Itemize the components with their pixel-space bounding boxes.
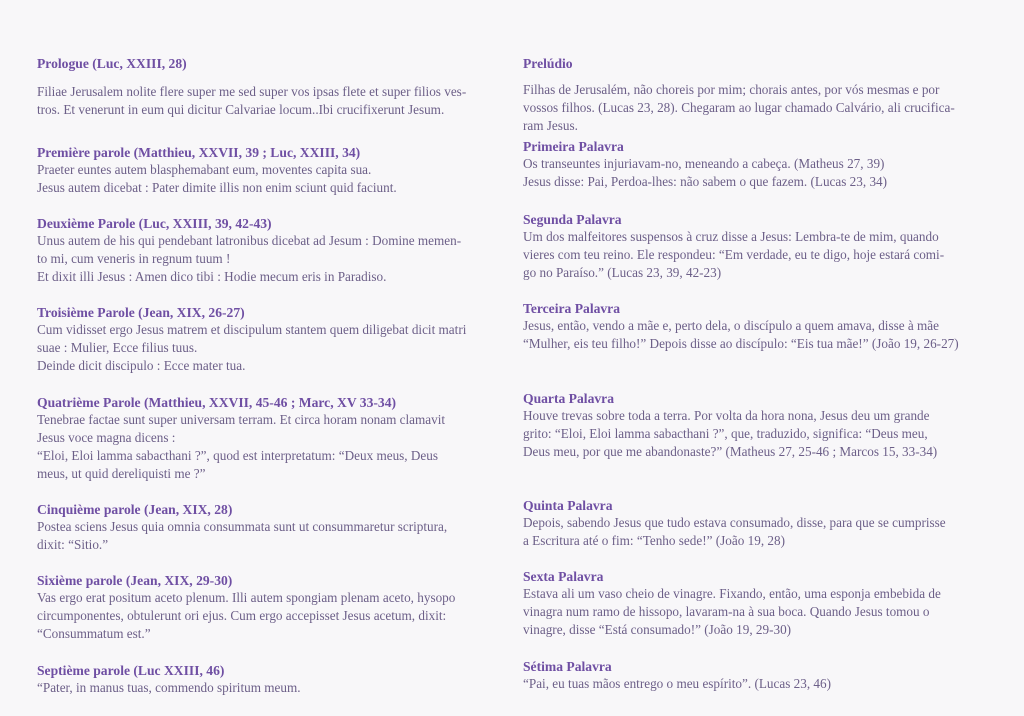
section-text: Praeter euntes autem blasphemabant eum, moventes capita sua. Jesus autem dicebat : Pater dimite illis non enim sciunt quid faciunt.	[37, 162, 397, 195]
second-word-section	[523, 211, 993, 282]
section-heading: Sixième parole (Jean, XIX, 29-30)	[37, 573, 233, 588]
section-text: Filiae Jerusalem nolite flere super me sed super vos ipsas flete et super filios ves- tros. Et venerunt in eum qui dicitur Calvariae locum..Ibi crucifixerunt Jesum.	[37, 84, 467, 117]
section-heading: Quarta Palavra	[523, 391, 614, 406]
prologue-section	[37, 55, 507, 119]
sixth-word-section	[523, 568, 993, 639]
section-text: Cum vidisset ergo Jesus matrem et discipulum stantem quem diligebat dicit matri suae : Mulier, Ecce filius tuus. Deinde dicit discipulo : Ecce mater tua.	[37, 322, 467, 373]
section-heading: Cinquième parole (Jean, XIX, 28)	[37, 502, 233, 517]
section-text: “Pai, eu tuas mãos entrego o meu espírito”. (Lucas 23, 46)	[523, 676, 831, 691]
first-word-section	[37, 144, 507, 197]
section-text: “Pater, in manus tuas, commendo spiritum meum.	[37, 680, 301, 695]
section-heading: Prelúdio	[523, 56, 573, 71]
section-text: Unus autem de his qui pendebant latronibus dicebat ad Jesum : Domine memen- to mi, cum veneris in regnum tuum ! Et dixit illi Jesus : Amen dico tibi : Hodie mecum eris in Paradiso.	[37, 233, 462, 284]
section-heading: Deuxième Parole (Luc, XXIII, 39, 42-43)	[37, 216, 272, 231]
section-text: Houve trevas sobre toda a terra. Por volta da hora nona, Jesus deu um grande grito: “Eloi, Eloi lamma sabacthani ?”, que, traduzido, significa: “Deus meu, Deus meu, por que me abandonaste?” (Matheus 27, 25-46 ; Marcos 15, 33-34)	[523, 408, 938, 459]
section-text: Vas ergo erat positum aceto plenum. Illi autem spongiam plenam aceto, hysopo circumponentes, obtulerunt ori ejus. Cum ergo accepisset Jesus acetum, dixit: “Consummatum est.”	[37, 590, 456, 641]
seventh-word-section	[523, 658, 993, 693]
third-word-section	[37, 304, 507, 375]
section-heading: Quinta Palavra	[523, 498, 613, 513]
section-heading: Terceira Palavra	[523, 301, 621, 316]
section-text: Postea sciens Jesus quia omnia consummata sunt ut consummaretur scriptura, dixit: “Sitio.”	[37, 519, 448, 552]
section-heading: Prologue (Luc, XXIII, 28)	[37, 56, 187, 71]
fourth-word-section	[523, 390, 993, 461]
seventh-word-section	[37, 662, 507, 697]
section-heading: Quatrième Parole (Matthieu, XXVII, 45-46 ; Marc, XV 33-34)	[37, 395, 397, 410]
section-text: Jesus, então, vendo a mãe e, perto dela, o discípulo a quem amava, disse à mãe “Mulher, eis teu filho!” Depois disse ao discípulo: “Eis tua mãe!” (João 19, 26-27)	[523, 318, 959, 351]
section-heading: Troisième Parole (Jean, XIX, 26-27)	[37, 305, 245, 320]
section-heading: Primeira Palavra	[523, 139, 624, 154]
prelude-section	[523, 55, 993, 135]
section-text: Estava ali um vaso cheio de vinagre. Fixando, então, uma esponja embebida de vinagra num ramo de hissopo, lavaram-na à sua boca. Quando Jesus tomou o vinagre, disse “Está consumado!” (João 19, 29-30)	[523, 586, 941, 637]
section-text: Filhas de Jerusalém, não choreis por mim; chorais antes, por vós mesmas e por vossos filhos. (Lucas 23, 28). Chegaram ao lugar chamado Calvário, ali crucifica- ram Jesus.	[523, 82, 955, 133]
fourth-word-section	[37, 394, 507, 483]
section-text: Os transeuntes injuriavam-no, meneando a cabeça. (Matheus 27, 39) Jesus disse: Pai, Perdoa-lhes: não sabem o que fazem. (Lucas 23, 34)	[523, 156, 888, 189]
section-text: Depois, sabendo Jesus que tudo estava consumado, disse, para que se cumprisse a Escritura até o fim: “Tenho sede!” (João 19, 28)	[523, 515, 946, 548]
fifth-word-section	[523, 497, 993, 550]
section-heading: Sexta Palavra	[523, 569, 604, 584]
section-heading: Septième parole (Luc XXIII, 46)	[37, 663, 225, 678]
third-word-section	[523, 300, 993, 353]
section-text: Tenebrae factae sunt super universam terram. Et circa horam nonam clamavit Jesus voce magna dicens : “Eloi, Eloi lamma sabacthani ?”, quod est interpretatum: “Deux meus, Deus meus, ut quid dereliquisti me ?”	[37, 412, 446, 481]
fifth-word-section	[37, 501, 507, 554]
first-word-section	[523, 138, 993, 191]
section-text: Um dos malfeitores suspensos à cruz disse a Jesus: Lembra-te de mim, quando vieres com teu reino. Ele respondeu: “Em verdade, eu te digo, hoje estará comi- go no Paraíso.” (Lucas 23, 39, 42-23)	[523, 229, 945, 280]
section-heading: Segunda Palavra	[523, 212, 622, 227]
section-heading: Première parole (Matthieu, XXVII, 39 ; Luc, XXIII, 34)	[37, 145, 361, 160]
second-word-section	[37, 215, 507, 286]
section-heading: Sétima Palavra	[523, 659, 612, 674]
sixth-word-section	[37, 572, 507, 643]
